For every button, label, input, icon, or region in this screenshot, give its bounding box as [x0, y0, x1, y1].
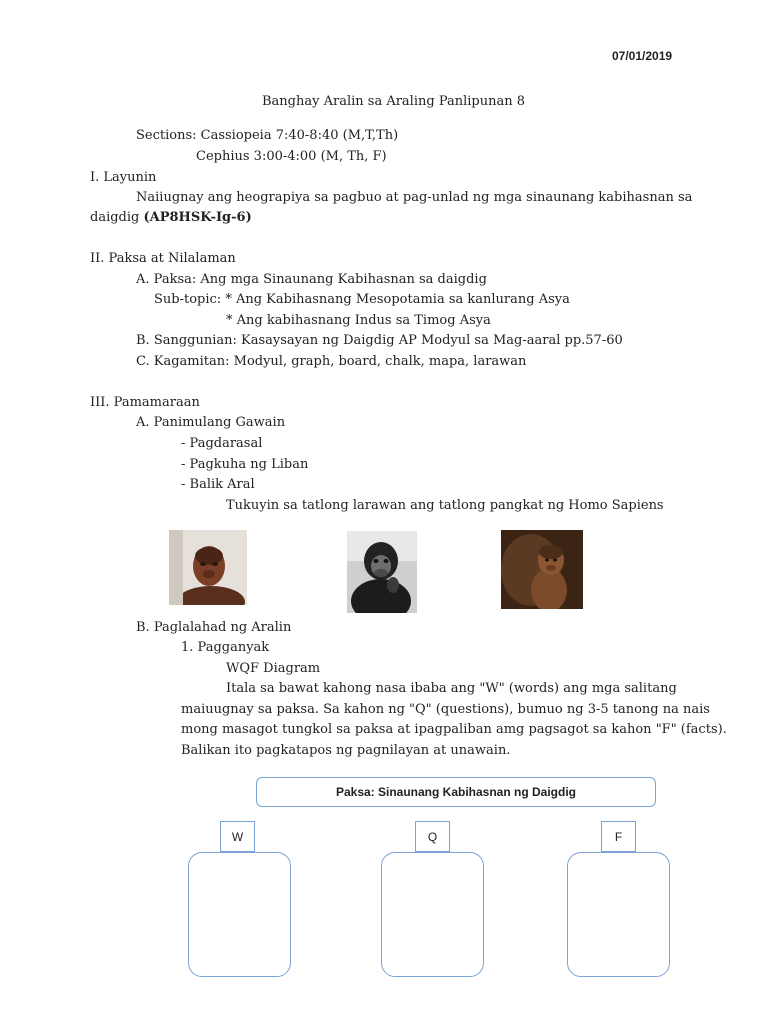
wqf-answer-box-w[interactable] [188, 852, 291, 977]
list-item: - Pagkuha ng Liban [181, 457, 309, 472]
wqf-diagram-label: WQF Diagram [226, 661, 321, 676]
subtopic-1: Sub-topic: * Ang Kabihasnang Mesopotamia sa kanlurang Asya [154, 292, 570, 307]
hominid-figure-photo [501, 530, 583, 609]
chimpanzee-bw-photo [347, 531, 417, 613]
wqf-label-f [601, 821, 636, 852]
instruction-line: maiuugnay sa paksa. Sa kahon ng "Q" (questions), bumuo ng 3-5 tanong na nais [181, 702, 710, 717]
wqf-label-text: Q [427, 829, 438, 844]
pagganyak-label: 1. Pagganyak [181, 640, 270, 655]
pamamaraan-heading: III. Pamamaraan [90, 395, 200, 410]
list-item: - Balik Aral [181, 477, 255, 492]
pamamaraan-b: B. Paglalahad ng Aralin [136, 620, 292, 635]
layunin-heading: I. Layunin [90, 170, 157, 185]
instruction-line: Itala sa bawat kahong nasa ibaba ang "W" (words) ang mga salitang [226, 681, 677, 696]
paksa-a: A. Paksa: Ang mga Sinaunang Kabihasnan sa daigdig [136, 272, 487, 287]
document-date: 07/01/2019 [612, 49, 673, 63]
competency-code: (AP8HSK-Ig-6) [143, 210, 252, 225]
hominid-bust-photo [169, 530, 247, 605]
paksa-heading: II. Paksa at Nilalaman [90, 251, 236, 266]
balik-aral-instruction: Tukuyin sa tatlong larawan ang tatlong pangkat ng Homo Sapiens [226, 498, 664, 513]
sections-line-1: Sections: Cassiopeia 7:40-8:40 (M,T,Th) [136, 128, 399, 143]
instruction-line: mong masagot tungkol sa paksa at ipagpaliban amg pagsagot sa kahon "F" (facts). [181, 722, 727, 737]
layunin-line2-prefix: daigdig [90, 210, 144, 225]
wqf-label-text: F [614, 829, 623, 844]
layunin-text-line1: Naiiugnay ang heograpiya sa pagbuo at pag-unlad ng mga sinaunang kabihasnan sa [136, 190, 693, 205]
paksa-c: C. Kagamitan: Modyul, graph, board, chalk, mapa, larawan [136, 354, 527, 369]
paksa-b: B. Sanggunian: Kasaysayan ng Daigdig AP Modyul sa Mag-aaral pp.57-60 [136, 333, 623, 348]
document-title: Banghay Aralin sa Araling Panlipunan 8 [262, 94, 526, 109]
instruction-line: Balikan ito pagkatapos ng pagnilayan at unawain. [181, 743, 511, 758]
wqf-label-w [220, 821, 255, 852]
wqf-answer-box-f[interactable] [567, 852, 670, 977]
pamamaraan-a: A. Panimulang Gawain [136, 415, 286, 430]
wqf-topic-box [256, 777, 656, 807]
list-item: - Pagdarasal [181, 436, 263, 451]
sections-line-2: Cephius 3:00-4:00 (M, Th, F) [196, 149, 387, 164]
wqf-label-text: W [231, 829, 244, 844]
wqf-label-q [415, 821, 450, 852]
wqf-topic-label: Paksa: Sinaunang Kabihasnan ng Daigdig [335, 785, 577, 799]
layunin-text-line2 [90, 208, 252, 228]
subtopic-2: * Ang kabihasnang Indus sa Timog Asya [226, 313, 491, 328]
wqf-answer-box-q[interactable] [381, 852, 484, 977]
